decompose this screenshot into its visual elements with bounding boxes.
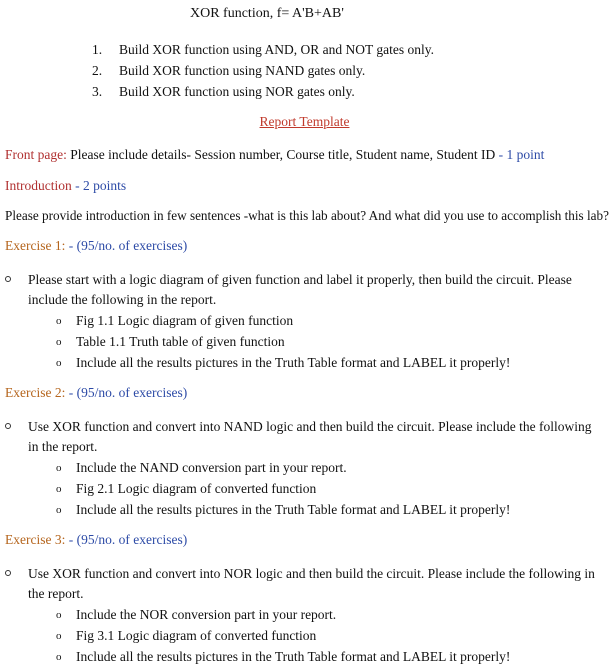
exercise-points: - (95/no. of exercises) [65, 385, 188, 400]
front-page-points: - 1 point [495, 147, 545, 162]
report-template-heading: Report Template [259, 114, 350, 129]
circle-bullet-icon: o [56, 651, 62, 663]
circle-bullet-icon: o [56, 336, 62, 348]
introduction-text: Please provide introduction in few sentences -what is this lab about? And what did you use to accomplish this lab? [5, 208, 609, 223]
front-page-line [5, 145, 544, 165]
circle-bullet-icon: o [56, 630, 62, 642]
list-item-text: Include the NAND conversion part in your report. [76, 460, 347, 475]
introduction-heading [5, 176, 126, 196]
circle-bullet-icon: o [56, 609, 62, 621]
bullet-icon [5, 570, 11, 576]
list-item [56, 626, 316, 646]
list-item [56, 353, 510, 373]
task-item [92, 40, 434, 61]
page-title: XOR function, f= A'B+AB' [190, 6, 344, 21]
list-item-text: Include all the results pictures in the Truth Table format and LABEL it properly! [76, 502, 511, 517]
front-page-label: Front page: [5, 147, 67, 162]
list-item-text: Include all the results pictures in the Truth Table format and LABEL it properly! [76, 649, 511, 664]
task-number: 2. [92, 63, 103, 78]
list-item-text: Fig 2.1 Logic diagram of converted function [76, 481, 317, 496]
introduction-label: Introduction [5, 178, 72, 193]
bullet-icon [5, 423, 11, 429]
front-page-text: Please include details- Session number, Course title, Student name, Student ID [66, 147, 496, 162]
circle-bullet-icon: o [56, 462, 62, 474]
introduction-points: - 2 points [71, 178, 127, 193]
list-item [56, 647, 510, 667]
list-item [56, 500, 510, 520]
task-item [92, 82, 434, 103]
list-item [56, 458, 347, 478]
exercise-label: Exercise 1: [5, 238, 66, 253]
list-item [56, 479, 316, 499]
list-item-text: Fig 3.1 Logic diagram of converted function [76, 628, 317, 643]
task-text: Build XOR function using NOR gates only. [119, 84, 355, 99]
task-list [92, 40, 434, 103]
circle-bullet-icon: o [56, 483, 62, 495]
bullet-icon [5, 276, 11, 282]
list-item-text: Include the NOR conversion part in your report. [76, 607, 337, 622]
task-number: 1. [92, 42, 103, 57]
list-item-text: Table 1.1 Truth table of given function [76, 334, 285, 349]
list-item-text: Include all the results pictures in the Truth Table format and LABEL it properly! [76, 355, 511, 370]
circle-bullet-icon: o [56, 357, 62, 369]
exercise-points: - (95/no. of exercises) [65, 238, 188, 253]
list-item [56, 332, 285, 352]
task-number: 3. [92, 84, 103, 99]
exercise-3-text: Use XOR function and convert into NOR logic and then build the circuit. Please include the following in the report. [28, 566, 595, 601]
circle-bullet-icon: o [56, 315, 62, 327]
exercise-2-heading [5, 383, 187, 403]
exercise-1-text: Please start with a logic diagram of given function and label it properly, then build the circuit. Please include the following in the report. [28, 272, 572, 307]
exercise-1-heading [5, 236, 187, 256]
exercise-label: Exercise 3: [5, 532, 66, 547]
exercise-label: Exercise 2: [5, 385, 66, 400]
task-text: Build XOR function using AND, OR and NOT gates only. [119, 42, 434, 57]
list-item-text: Fig 1.1 Logic diagram of given function [76, 313, 294, 328]
task-item [92, 61, 434, 82]
exercise-3-heading [5, 530, 187, 550]
exercise-2-text: Use XOR function and convert into NAND logic and then build the circuit. Please include the following in the report. [28, 419, 592, 454]
list-item [56, 311, 293, 331]
circle-bullet-icon: o [56, 504, 62, 516]
exercise-points: - (95/no. of exercises) [65, 532, 188, 547]
task-text: Build XOR function using NAND gates only. [119, 63, 366, 78]
list-item [56, 605, 336, 625]
